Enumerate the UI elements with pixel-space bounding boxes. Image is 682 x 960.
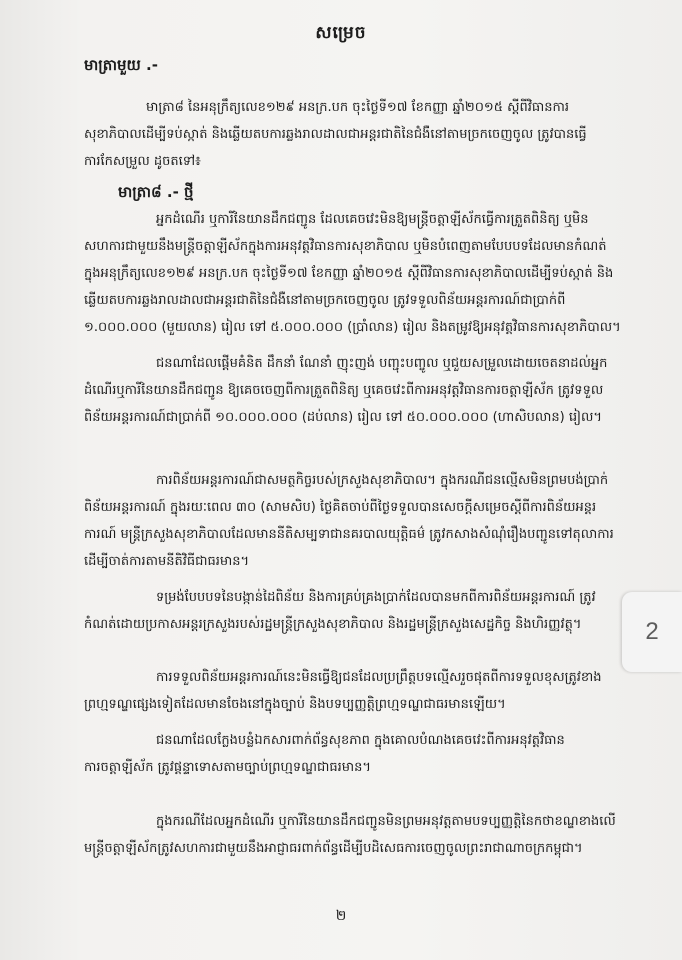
document-title: សម្រេច <box>315 23 367 43</box>
page-indicator-label: 2 <box>645 618 659 645</box>
page-indicator-tab[interactable] <box>622 592 682 672</box>
article-eight-heading: មាត្រា៨ .- ថ្មី <box>118 183 194 201</box>
paragraph-3: ការពិន័យអន្តរការណ៍ជាសមត្ថកិច្ចរបស់ក្រសួងសុខាភិបាល។ ក្នុងករណីជនល្មើសមិនព្រមបង់ប្រាក់ពិន័យអន្តរការណ៍ ក្នុងរយៈពេល ៣០ (សាមសិប) ថ្ងៃគិតចាប់ពីថ្ងៃទទួលបានសេចក្ដីសម្រេចស្ដីពីការពិន័យអន្តរការណ៍ មន្រ្តីក្រសួងសុខាភិបាលដែលមាននីតិសម្បទាជានគរបាលយុត្តិធម៌ ត្រូវកសាងសំណុំរឿងបញ្ជូនទៅតុលាការ ដើម្បីចាត់ការតាមនីតិវិធីជាធរមាន។ <box>84 473 614 569</box>
paragraph-1: អ្នកដំណើរ ឬការីនៃយានដឹកជញ្ជូន ដែលគេចវេះមិនឱ្យមន្រ្តីចត្តាឡីស័កធ្វើការត្រួតពិនិត្យ ឬមិនសហការជាមួយនឹងមន្រ្តីចត្តាឡីស័កក្នុងការអនុវត្តវិធានការសុខាភិបាល ឬមិនបំពេញតាមបែបបទដែលមានកំណត់ក្នុងអនុក្រឹត្យលេខ១២៩ អនក្រ.បក ចុះថ្ងៃទី១៧ ខែកញ្ញា ឆ្នាំ២០១៥ ស្ដីពីវិធានការសុខាភិបាលដើម្បីទប់ស្កាត់ និងឆ្លើយតបការឆ្លងរាលដាលជាអន្តរជាតិនៃជំងឺនៅតាមច្រកចេញចូល ត្រូវទទួលពិន័យអន្តរការណ៍ជាប្រាក់ពី ១.០០០.០០០ (មួយលាន) រៀល ទៅ ៥.០០០.០០០ (ប្រាំលាន) រៀល និងតម្រូវឱ្យអនុវត្តវិធានការសុខាភិបាល។ <box>84 212 621 335</box>
paragraph-4: ទម្រង់បែបបទនៃបង្កាន់ដៃពិន័យ និងការគ្រប់គ្រងប្រាក់ដែលបានមកពីការពិន័យអន្តរការណ៍ ត្រូវកំណត់ដោយប្រកាសអន្តរក្រសួងរបស់រដ្ឋមន្រ្តីក្រសួងសុខាភិបាល និងរដ្ឋមន្រ្តីក្រសួងសេដ្ឋកិច្ច និងហិរញ្ញវត្ថុ។ <box>84 590 596 632</box>
paragraph-2: ជនណាដែលផ្ដើមគំនិត ដឹកនាំ ណែនាំ ញុះញង់ បញ្ជុះបញ្ចូល ឬជួយសម្រួលដោយចេតនាដល់អ្នកដំណើរឬការីនៃយានដឹកជញ្ជូន ឱ្យគេចចេញពីការត្រួតពិនិត្យ ឬគេចវេះពីការអនុវត្តវិធានការចត្តាឡីស័ក ត្រូវទទួលពិន័យអន្តរការណ៍ជាប្រាក់ពី ១០.០០០.០០០ (ដប់លាន) រៀល ទៅ ៥០.០០០.០០០ (ហាសិបលាន) រៀល។ <box>84 356 608 425</box>
paragraph-5: ការទទួលពិន័យអន្តរការណ៍នេះមិនធ្វើឱ្យជនដែលប្រព្រឹត្តបទល្មើសរួចផុតពីការទទួលខុសត្រូវខាងព្រហ្មទណ្ឌផ្សេងទៀតដែលមានចែងនៅក្នុងច្បាប់ និងបទប្បញ្ញត្តិព្រហ្មទណ្ឌជាធរមានឡើយ។ <box>84 670 602 712</box>
article-one-heading: មាត្រាមួយ .- <box>84 56 158 74</box>
intro-paragraph: មាត្រា៨ នៃអនុក្រឹត្យលេខ១២៩ អនក្រ.បក ចុះថ្ងៃទី១៧ ខែកញ្ញា ឆ្នាំ២០១៥ ស្ដីពីវិធានការសុខាភិបាលដើម្បីទប់ស្កាត់ និងឆ្លើយតបការឆ្លងរាលដាលជាអន្តរជាតិនៃជំងឺនៅតាមច្រកចេញចូល ត្រូវបានធ្វើការកែសម្រួល ដូចតទៅ៖ <box>84 100 587 169</box>
page-number: ២ <box>335 908 347 924</box>
paragraph-6: ជនណាដែលក្លែងបន្លំឯកសារពាក់ព័ន្ធសុខភាព ក្នុងគោលបំណងគេចវេះពីការអនុវត្តវិធានការចត្តាឡីស័ក ត្រូវផ្ដន្ទាទោសតាមច្បាប់ព្រហ្មទណ្ឌជាធរមាន។ <box>84 733 565 775</box>
paragraph-7: ក្នុងករណីដែលអ្នកដំណើរ ឬការីនៃយានដឹកជញ្ជូនមិនព្រមអនុវត្តតាមបទប្បញ្ញត្តិនៃកថាខណ្ឌខាងលើ មន្រ្តីចត្តាឡីស័កត្រូវសហការជាមួយនឹងអាជ្ញាធរពាក់ព័ន្ធដើម្បីបដិសេធការចេញចូលព្រះរាជាណាចក្រកម្ពុជា។ <box>84 814 616 856</box>
